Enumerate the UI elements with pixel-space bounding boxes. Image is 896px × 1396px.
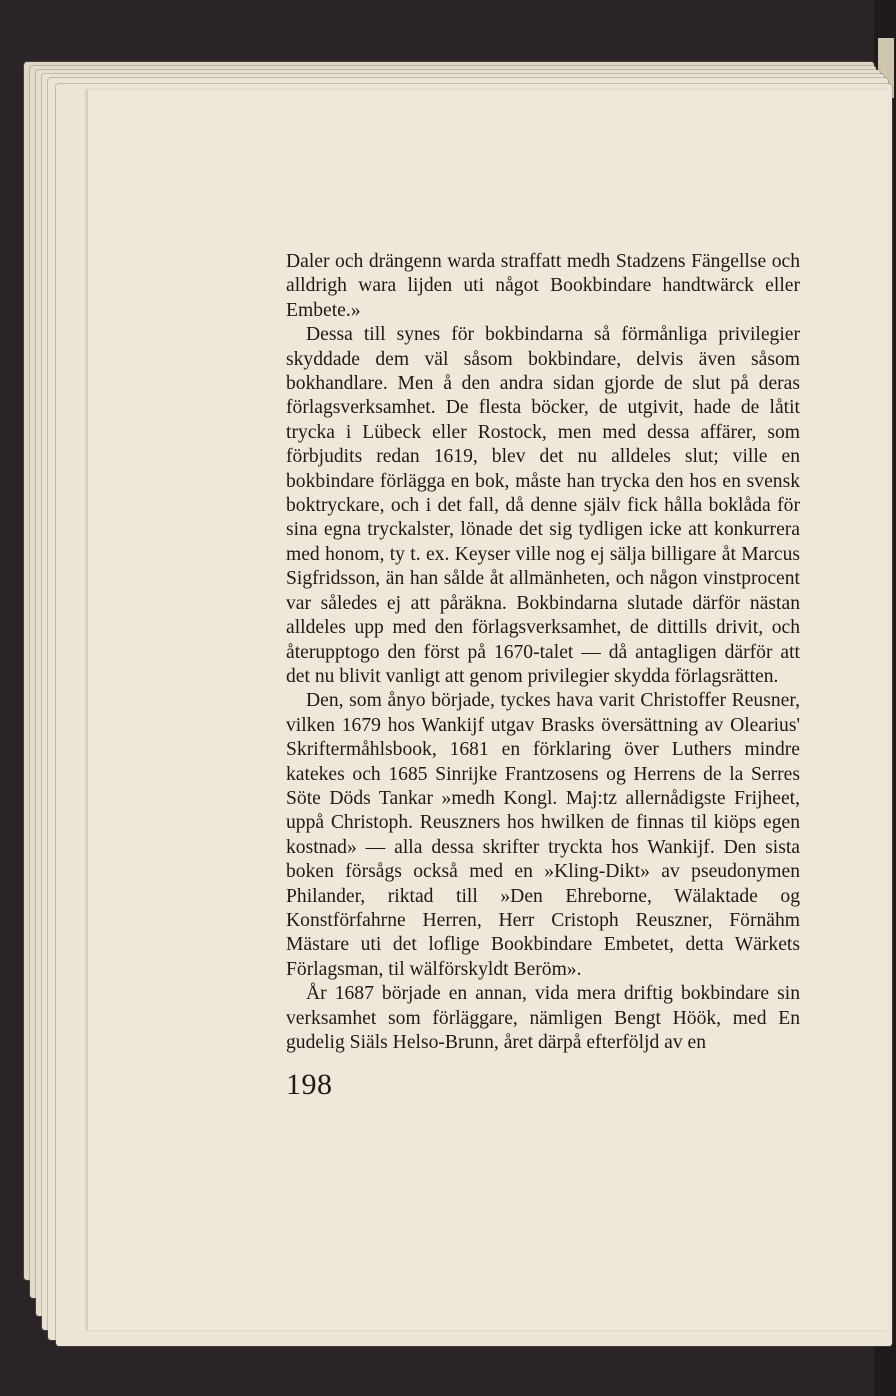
body-text — [286, 250, 800, 1055]
paragraph-1: Daler och drängenn warda straffatt medh Stadzens Fängellse och alldrigh wara lijden uti något Bookbindare handtwärck eller Embete.» — [286, 251, 800, 321]
page-number: 198 — [286, 1068, 333, 1101]
paragraph-2: Dessa till synes för bokbindarna så förmånliga privilegier skyddade dem väl såsom bokbindare, delvis även såsom bokhandlare. Men å den andra sidan gjorde de slut på deras förlagsverksamhet. De flesta böcker, de utgivit, hade de låtit trycka i Lübeck eller Rostock, men med dessa affärer, som förbjudits redan 1619, blev det nu alldeles slut; ville en bokbindare förlägga en bok, måste han trycka den hos en svensk boktryckare, och i det fall, då denne själv fick hålla boklåda för sina egna tryckalster, lönade det sig tydligen icke att konkurrera med honom, ty t. ex. Keyser ville nog ej sälja billigare åt Marcus Sigfridsson, än han sålde åt allmänheten, och någon vinstprocent var således ej att påräkna. Bokbindarna slutade därför nästan alldeles upp med den förlagsverksamhet, de dittills drivit, och återupptogo den först på 1670-talet — då antagligen därför att det nu blivit vanligt att genom privilegier skydda förlagsrätten. — [286, 324, 800, 687]
book-page — [88, 90, 888, 1330]
paragraph-3: Den, som ånyo började, tyckes hava varit Christoffer Reusner, vilken 1679 hos Wankijf utgav Brasks översättning av Olearius' Skriftermåhlsbook, 1681 en förklaring över Luthers mindre katekes och 1685 Sinrijke Frantzosens og Herrens de la Serres Söte Döds Tankar »medh Kongl. Maj:tz allernådigste Frijheet, uppå Christoph. Reuszners hos hwilken de finnas til kiöps egen kostnad» — alla dessa skrifter tryckta hos Wankijf. Den sista boken försågs också med en »Kling-Dikt» av pseudonymen Philander, riktad till »Den Ehreborne, Wälaktade og Konstförfahrne Herren, Herr Cristoph Reuszner, Förnähm Mästare uti det loflige Bookbindare Embetet, detta Wärkets Förlagsman, til wälförskyldt Beröm». — [286, 690, 800, 980]
paragraph-4: År 1687 började en annan, vida mera driftig bokbindare sin verksamhet som förläggare, nämligen Bengt Höök, med En gudelig Siäls Helso-Brunn, året därpå efterföljd av en — [286, 983, 800, 1053]
